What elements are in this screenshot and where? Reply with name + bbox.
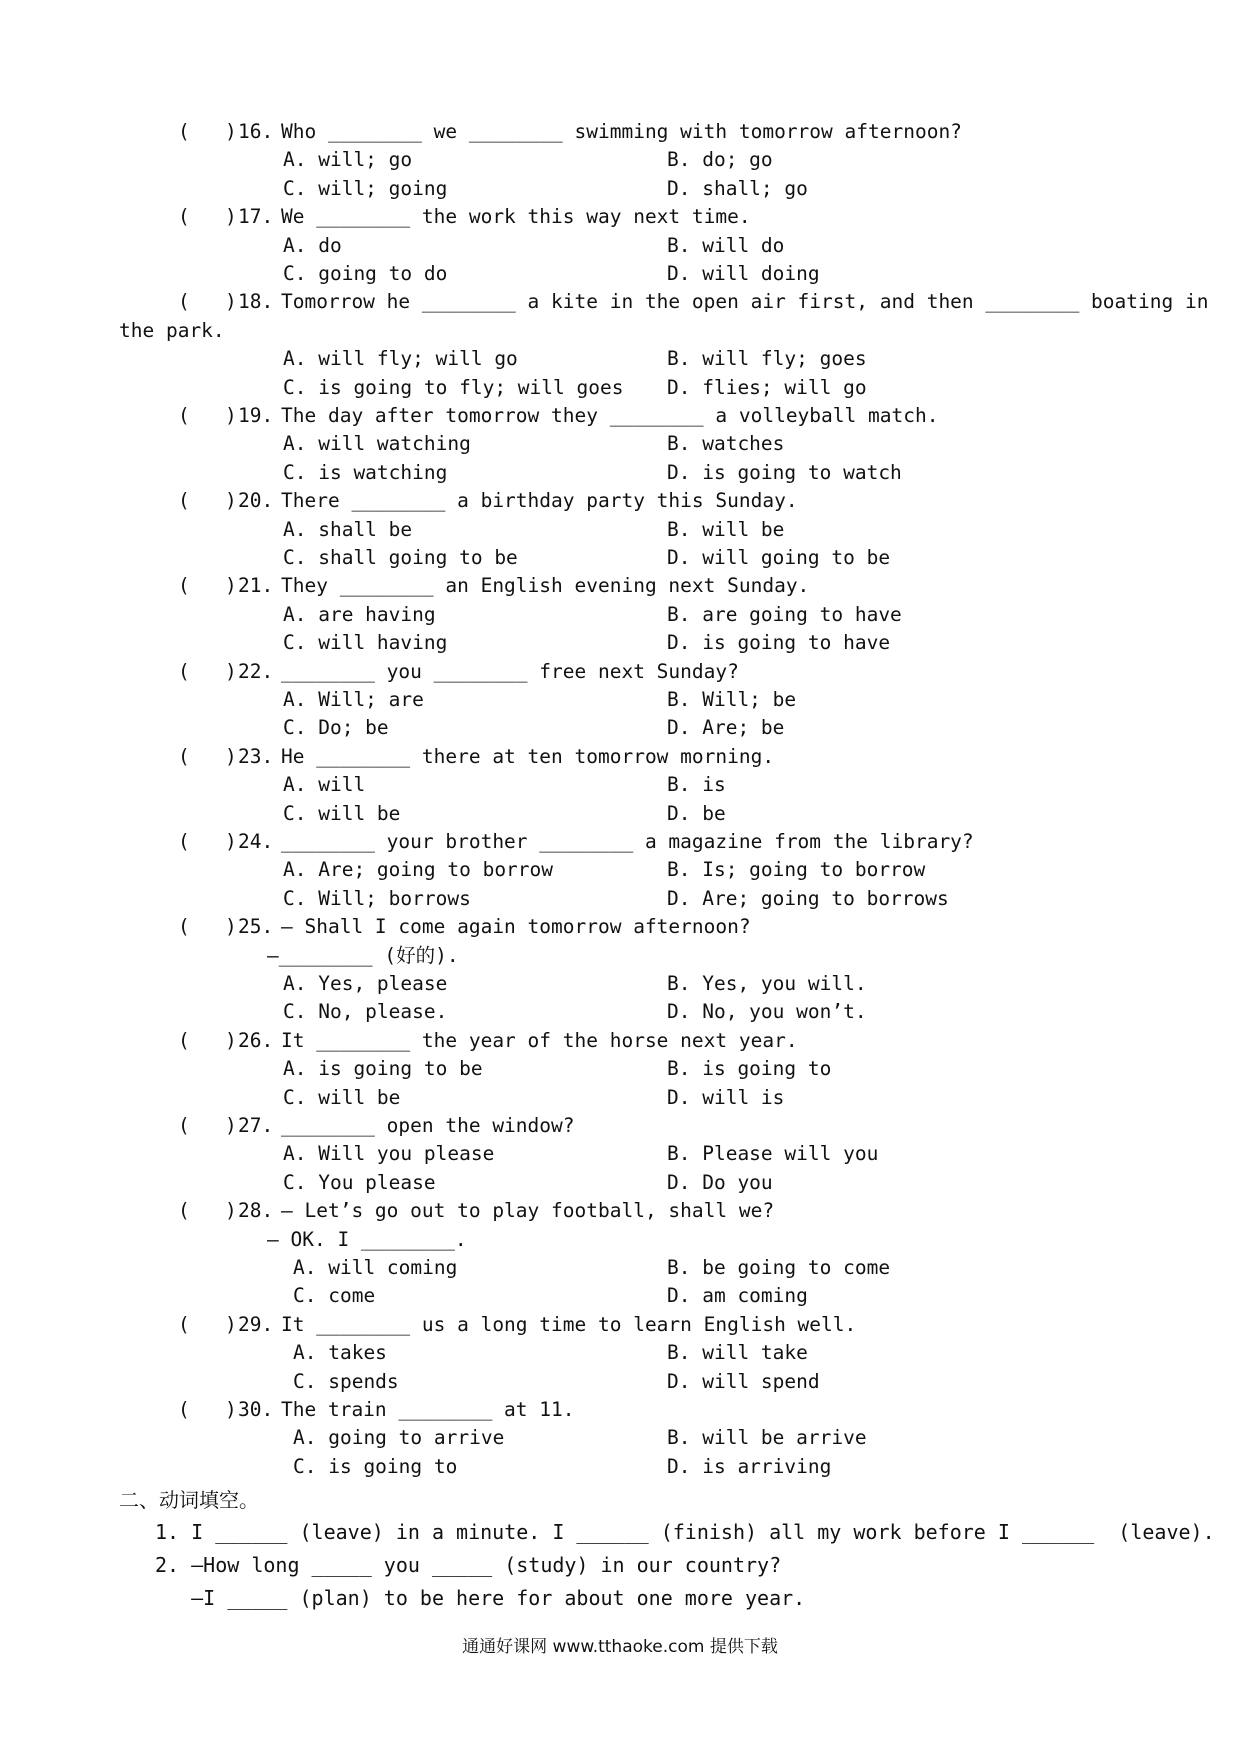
question-reply: – OK. I ________. (267, 1227, 467, 1251)
option-b: B. be going to come (667, 1256, 891, 1279)
option-c: C. Do; be (283, 716, 389, 740)
option-b: B. watches (667, 432, 785, 456)
question-stem: It ________ the year of the horse next year. (281, 1028, 798, 1052)
question-number: 21. (238, 574, 274, 598)
option-c: C. will be (283, 1085, 401, 1109)
option-c: C. going to do (283, 262, 448, 285)
option-c: C. come (293, 1284, 376, 1308)
question-number: 23. (238, 744, 274, 768)
option-d: D. flies; will go (667, 375, 867, 399)
option-a: A. Are; going to borrow (283, 858, 554, 882)
option-b: B. is going to (667, 1057, 832, 1081)
option-d: D. Are; going to borrows (667, 886, 949, 910)
option-a: A. Will; are (283, 688, 424, 711)
option-c: C. will be (283, 801, 401, 825)
option-c: C. Will; borrows (283, 886, 471, 910)
answer-blank[interactable]: ( ) (178, 290, 237, 314)
option-b: B. will do (667, 233, 785, 257)
question-number: 18. (238, 290, 274, 314)
option-a: A. Yes, please (283, 972, 448, 995)
option-a: A. will fly; will go (283, 347, 518, 371)
question-stem: Who ________ we ________ swimming with tomorrow afternoon? (281, 120, 962, 143)
option-a: A. Will you please (283, 1142, 495, 1166)
fill-line-2: 2. —How long _____ you _____ (study) in our country? (155, 1553, 782, 1577)
question-stem: Tomorrow he ________ a kite in the open air first, and then ________ boating in (281, 290, 1209, 314)
option-a: A. will watching (283, 432, 471, 456)
option-d: D. am coming (667, 1284, 808, 1308)
option-c: C. spends (293, 1369, 399, 1393)
option-d: D. Are; be (667, 716, 785, 740)
question-stem: ________ your brother ________ a magazine from the library? (281, 830, 974, 853)
option-d: D. is going to watch (667, 460, 902, 484)
question-number: 19. (238, 404, 274, 427)
option-c: C. is going to fly; will goes (283, 375, 624, 399)
answer-blank[interactable]: ( ) (178, 830, 237, 853)
question-stem: It ________ us a long time to learn English well. (281, 1312, 857, 1336)
option-d: D. No, you won’t. (667, 1000, 867, 1024)
question-number: 16. (238, 120, 274, 143)
option-b: B. will fly; goes (667, 347, 867, 371)
question-number: 28. (238, 1199, 274, 1223)
option-a: A. going to arrive (293, 1426, 505, 1450)
option-d: D. is arriving (667, 1454, 832, 1478)
option-d: D. will spend (667, 1369, 820, 1393)
question-stem: The train ________ at 11. (281, 1398, 575, 1421)
answer-blank[interactable]: ( ) (178, 120, 237, 143)
question-stem: – Let’s go out to play football, shall we? (281, 1199, 775, 1223)
answer-blank[interactable]: ( ) (178, 1114, 237, 1137)
option-b: B. will take (667, 1341, 808, 1365)
answer-blank[interactable]: ( ) (178, 574, 237, 598)
answer-blank[interactable]: ( ) (178, 205, 237, 229)
option-b: B. Please will you (667, 1142, 879, 1166)
question-stem: – Shall I come again tomorrow afternoon? (281, 915, 751, 939)
option-a: A. will coming (293, 1256, 458, 1279)
answer-blank[interactable]: ( ) (178, 1199, 237, 1223)
question-number: 20. (238, 489, 274, 513)
answer-blank[interactable]: ( ) (178, 489, 237, 513)
question-stem: There ________ a birthday party this Sunday. (281, 489, 798, 513)
option-c: C. will; going (283, 176, 448, 200)
page-footer: 通通好课网 www.tthaoke.com 提供下载 (462, 1637, 778, 1657)
question-number: 22. (238, 659, 274, 683)
option-c: C. is going to (293, 1454, 458, 1478)
section-2-title: 二、动词填空。 (119, 1488, 259, 1512)
question-stem: He ________ there at ten tomorrow morning. (281, 744, 775, 768)
answer-blank[interactable]: ( ) (178, 915, 237, 939)
option-b: B. Will; be (667, 688, 797, 711)
answer-blank[interactable]: ( ) (178, 1028, 237, 1052)
option-b: B. do; go (667, 148, 773, 172)
question-stem: We ________ the work this way next time. (281, 205, 751, 229)
option-a: A. is going to be (283, 1057, 483, 1081)
option-b: B. Is; going to borrow (667, 858, 926, 882)
option-a: A. are having (283, 602, 436, 626)
option-b: B. Yes, you will. (667, 972, 867, 995)
question-stem-continued: the park. (119, 318, 225, 342)
question-stem: They ________ an English evening next Sunday. (281, 574, 810, 598)
answer-blank[interactable]: ( ) (178, 1312, 237, 1336)
question-number: 26. (238, 1028, 274, 1052)
question-number: 27. (238, 1114, 274, 1137)
option-c: C. is watching (283, 460, 448, 484)
question-number: 25. (238, 915, 274, 939)
question-number: 17. (238, 205, 274, 229)
answer-blank[interactable]: ( ) (178, 659, 237, 683)
option-b: B. is (667, 773, 726, 797)
answer-blank[interactable]: ( ) (178, 404, 237, 427)
option-a: A. will; go (283, 148, 413, 172)
option-d: D. will is (667, 1085, 785, 1109)
option-a: A. do (283, 233, 342, 257)
question-number: 30. (238, 1398, 274, 1421)
answer-blank[interactable]: ( ) (178, 744, 237, 768)
option-d: D. will doing (667, 262, 820, 285)
question-stem: The day after tomorrow they ________ a volleyball match. (281, 404, 939, 427)
question-stem: ________ open the window? (281, 1114, 575, 1137)
option-a: A. takes (293, 1341, 387, 1365)
option-a: A. shall be (283, 517, 413, 541)
option-c: C. You please (283, 1170, 436, 1194)
option-d: D. Do you (667, 1170, 773, 1194)
fill-line-1: 1. I ______ (leave) in a minute. I ______ (finish) all my work before I ______ (leave). (155, 1520, 1215, 1544)
question-number: 24. (238, 830, 274, 853)
option-b: B. will be arrive (667, 1426, 867, 1450)
option-d: D. will going to be (667, 546, 891, 569)
answer-blank[interactable]: ( ) (178, 1398, 237, 1421)
question-number: 29. (238, 1312, 274, 1336)
option-b: B. are going to have (667, 602, 902, 626)
option-a: A. will (283, 773, 366, 797)
option-c: C. shall going to be (283, 546, 518, 569)
option-d: D. shall; go (667, 176, 808, 200)
question-reply: –________ (好的). (267, 943, 459, 967)
option-d: D. is going to have (667, 631, 891, 655)
fill-line-3: —I _____ (plan) to be here for about one more year. (155, 1586, 806, 1610)
option-b: B. will be (667, 517, 785, 541)
option-c: C. will having (283, 631, 448, 655)
option-c: C. No, please. (283, 1000, 448, 1024)
option-d: D. be (667, 801, 726, 825)
question-stem: ________ you ________ free next Sunday? (281, 659, 739, 683)
